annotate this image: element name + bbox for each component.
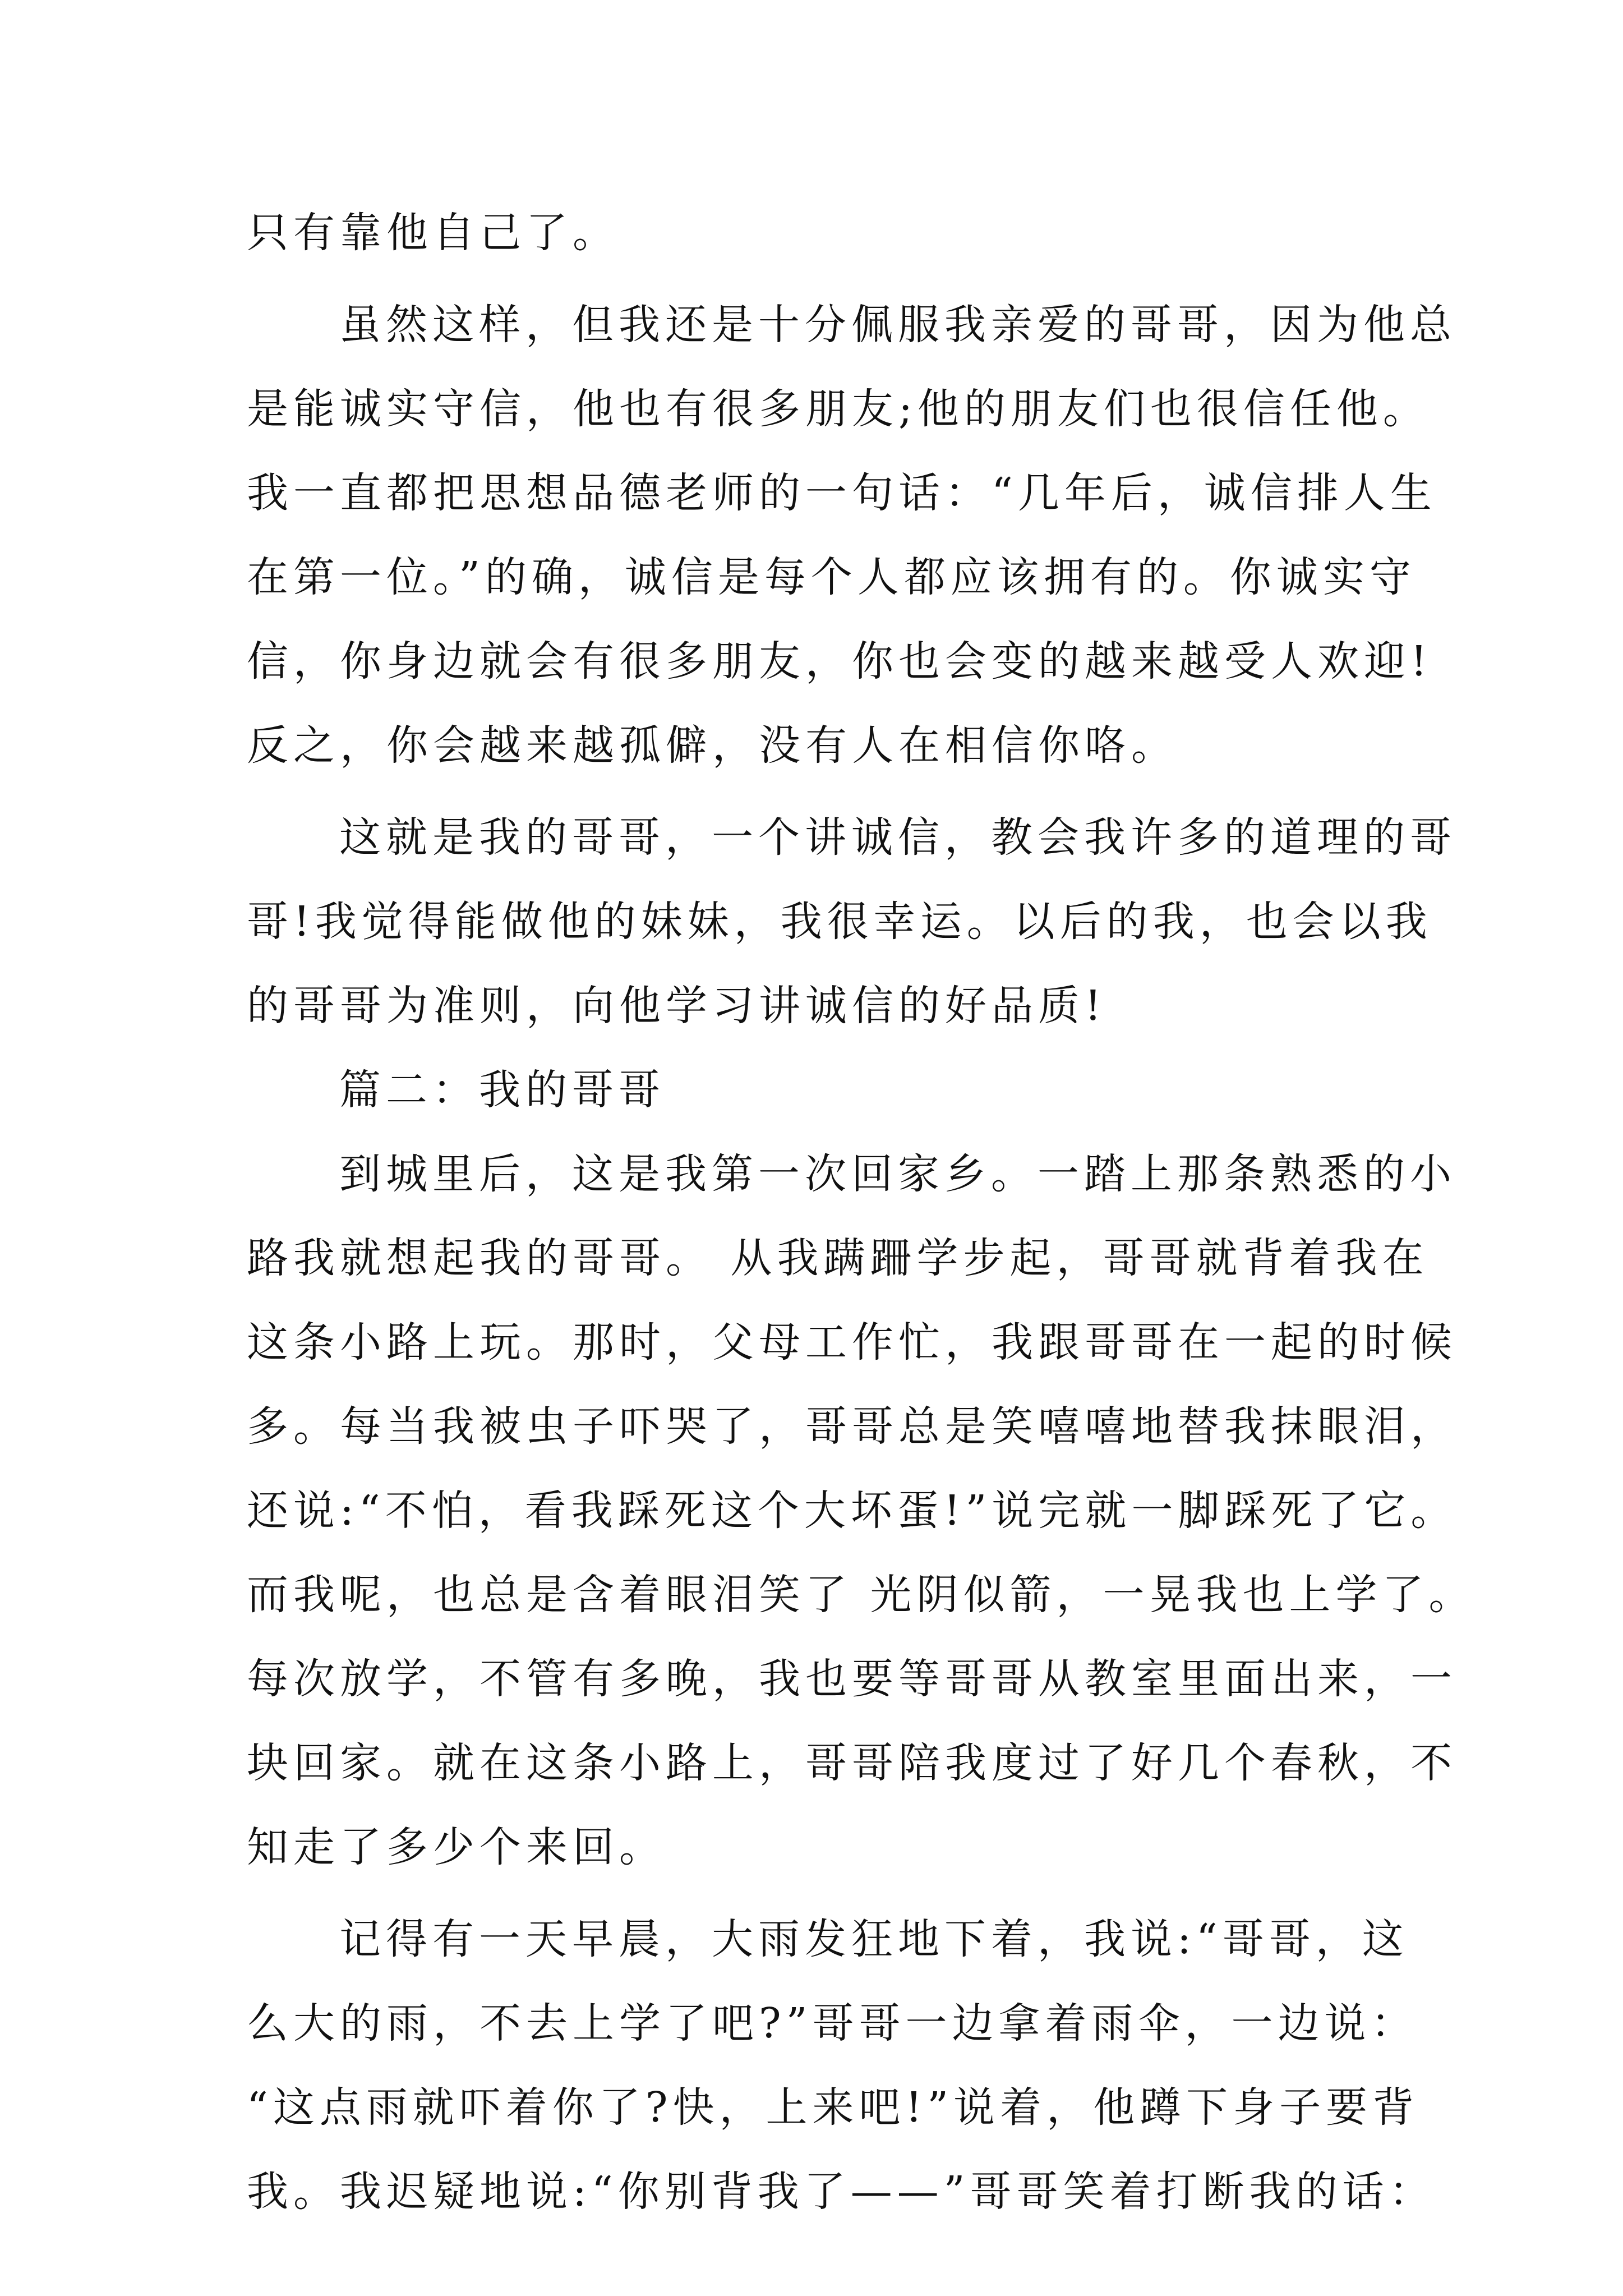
- text-line: 还说:“不怕，看我踩死这个大坏蛋!”说完就一脚踩死了它。: [247, 1487, 1458, 1535]
- body-text: [247, 191, 1476, 2234]
- text-line: 路我就想起我的哥哥。 从我蹒跚学步起，哥哥就背着我在: [247, 1234, 1429, 1282]
- paragraph-start-line: 到城里后，这是我第一次回家乡。一踏上那条熟悉的小: [339, 1150, 1456, 1198]
- text-line: 哥!我觉得能做他的妹妹，我很幸运。以后的我，也会以我: [247, 898, 1432, 946]
- text-line: 我一直都把思想品德老师的一句话：“几年后，诚信排人生: [247, 469, 1437, 517]
- text-line: 只有靠他自己了。: [247, 209, 619, 257]
- section-heading: 篇二：我的哥哥: [339, 1066, 665, 1114]
- text-line: 反之，你会越来越孤僻，没有人在相信你咯。: [247, 721, 1178, 770]
- text-line: 信，你身边就会有很多朋友，你也会变的越来越受人欢迎!: [247, 637, 1432, 685]
- text-line: 块回家。就在这条小路上，哥哥陪我度过了好几个春秋，不: [247, 1739, 1457, 1787]
- text-line: 我。我迟疑地说:“你别背我了——”哥哥笑着打断我的话：: [247, 2168, 1436, 2216]
- paragraph-start-line: 记得有一天早晨，大雨发狂地下着，我说:“哥哥，这: [339, 1915, 1409, 1963]
- paragraph-start-line: 虽然这样，但我还是十分佩服我亲爱的哥哥，因为他总: [339, 301, 1456, 349]
- text-line: 是能诚实守信，他也有很多朋友;他的朋友们也很信任他。: [247, 385, 1430, 433]
- paragraph-start-line: 这就是我的哥哥，一个讲诚信，教会我许多的道理的哥: [339, 813, 1456, 862]
- text-line: 而我呢，也总是含着眼泪笑了 光阴似箭，一晃我也上学了。: [247, 1571, 1476, 1619]
- text-line: 每次放学，不管有多晚，我也要等哥哥从教室里面出来，一: [247, 1655, 1457, 1703]
- text-line: 这条小路上玩。那时，父母工作忙，我跟哥哥在一起的时候: [247, 1318, 1457, 1366]
- text-line: 多。每当我被虫子吓哭了，哥哥总是笑嘻嘻地替我抹眼泪，: [247, 1402, 1457, 1451]
- text-line: 么大的雨，不去上学了吧?”哥哥一边拿着雨伞，一边说：: [247, 1999, 1418, 2047]
- text-line: “这点雨就吓着你了?快，上来吧!”说着，他蹲下身子要背: [247, 2083, 1419, 2132]
- text-line: 在第一位。”的确，诚信是每个人都应该拥有的。你诚实守: [247, 553, 1416, 601]
- text-line: 知走了多少个来回。: [247, 1823, 666, 1871]
- text-line: 的哥哥为准则，向他学习讲诚信的好品质!: [247, 982, 1106, 1030]
